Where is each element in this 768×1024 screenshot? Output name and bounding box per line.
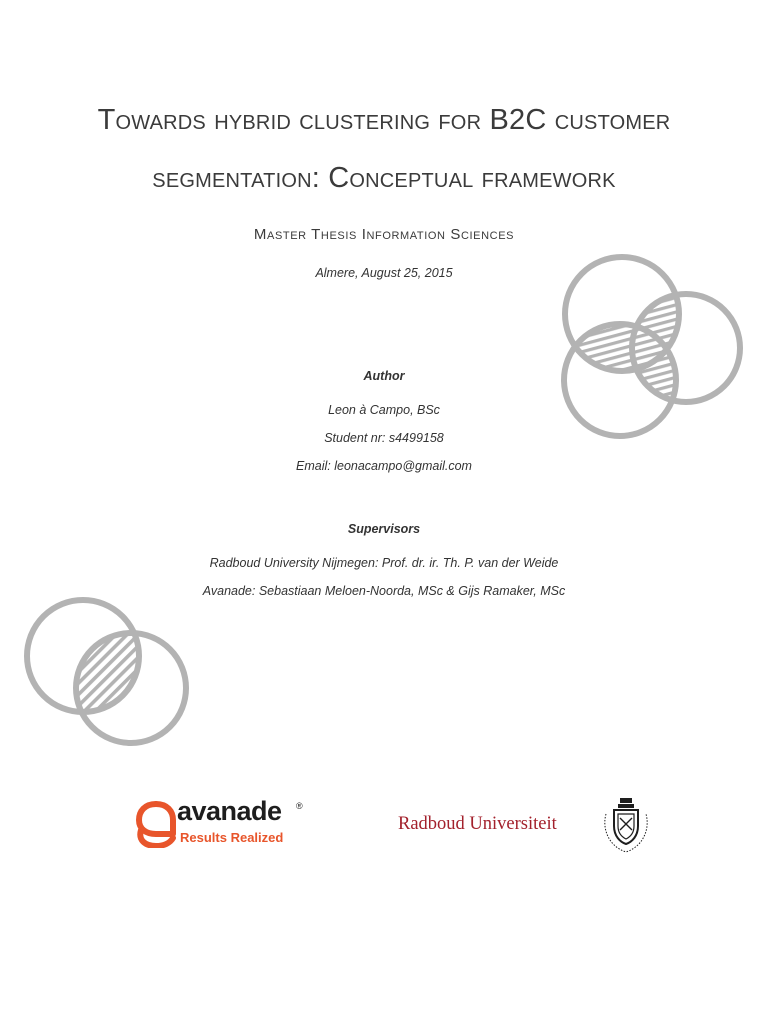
venn-three-circles-icon <box>550 250 755 450</box>
radboud-crest-icon <box>600 796 652 856</box>
author-email: Email: leonacampo@gmail.com <box>296 459 472 473</box>
avanade-a-icon <box>134 800 178 848</box>
supervisor-radboud: Radboud University Nijmegen: Prof. dr. ir. Th. P. van der Weide <box>209 556 559 570</box>
avanade-tagline: Results Realized <box>180 830 284 845</box>
registered-mark: ® <box>296 801 303 811</box>
supervisor-avanade: Avanade: Sebastiaan Meloen-Noorda, MSc & Gijs Ramaker, MSc <box>202 584 566 598</box>
radboud-wordmark: Radboud Universiteit <box>398 814 557 834</box>
avanade-wordmark: avanade <box>177 796 282 826</box>
student-number: Student nr: s4499158 <box>324 431 444 445</box>
document-subtitle: Master Thesis Information Sciences <box>253 226 515 243</box>
author-name: Leon à Campo, BSc <box>328 403 440 417</box>
supervisors-heading: Supervisors <box>347 522 421 536</box>
date-line: Almere, August 25, 2015 <box>315 266 453 280</box>
document-title-line-1: Towards hybrid clustering for B2C customer <box>97 104 671 136</box>
venn-two-circles-icon <box>18 594 200 754</box>
author-heading: Author <box>363 369 405 383</box>
document-title-line-2: segmentation: Conceptual framework <box>152 162 616 194</box>
radboud-logo <box>396 796 656 856</box>
avanade-logo <box>130 798 310 854</box>
